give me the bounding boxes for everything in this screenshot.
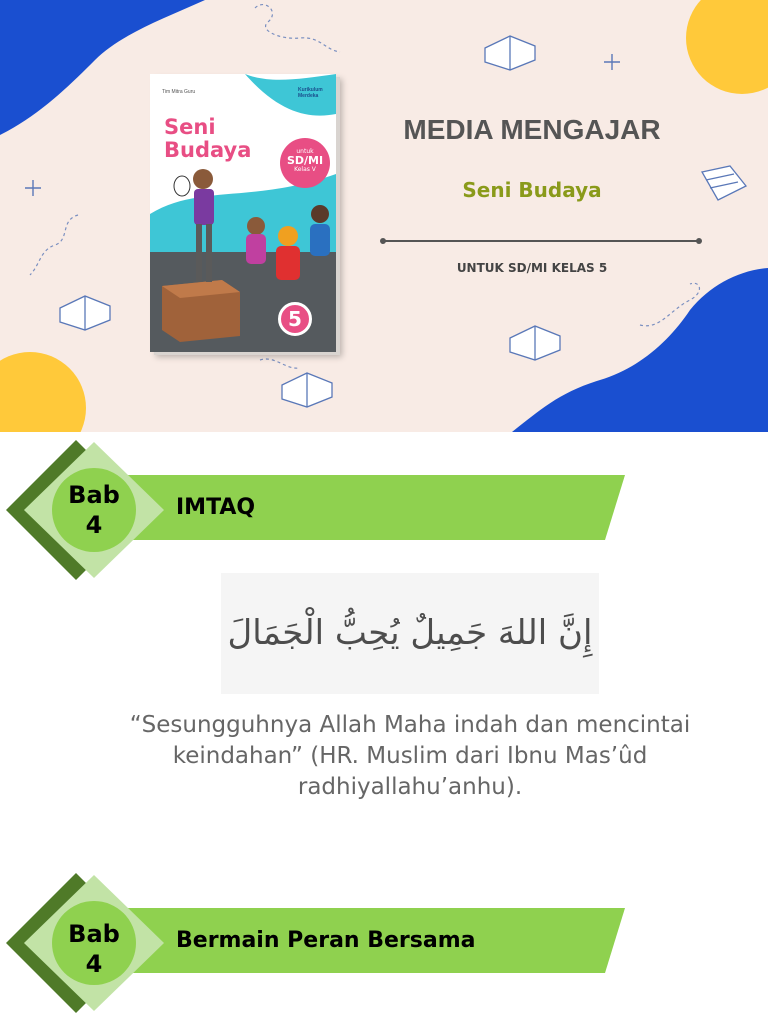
book-author: Tim Mitra Guru [162,89,196,95]
badge-line2: SD/MI [286,154,324,167]
book-level-badge [280,138,330,188]
book-grade-badge: 5 [278,302,312,336]
chapter-bab-label: Bab [68,481,120,509]
mask-prop [174,176,190,196]
arabic-quote-box [221,573,599,694]
chapter-bab-number: 4 [85,511,103,539]
chapter-bab-label: Bab [68,920,120,948]
book-title-line2: Budaya [164,138,252,162]
yellow-circle-bottom-left [0,352,86,432]
arabic-quote: إِنَّ اللهَ جَمِيلٌ يُحِبُّ الْجَمَالَ [227,613,593,653]
cover-background [0,0,768,432]
cover-subject: Seni Budaya [462,178,602,202]
book-title-line1: Seni [164,115,216,139]
chapter-title: IMTAQ [176,495,256,520]
badge-line3: Kelas V [294,166,316,173]
book-publisher: Kurikulum Merdeka [298,87,323,99]
book-cover [150,74,336,352]
chapter-bab-number: 4 [85,950,103,978]
yellow-circle-top-right [686,0,768,94]
chapter-number [52,919,136,979]
chapter-banner-imtaq [0,440,640,580]
cover-divider [382,240,700,242]
chapter-number [52,480,136,540]
cover-title: MEDIA MENGAJAR [403,114,661,145]
cover-slide [0,0,768,432]
chapter-title: Bermain Peran Bersama [176,928,476,953]
badge-line1: untuk [296,148,314,155]
chapter-banner-bermain-peran [0,873,640,1013]
cover-grade-label: UNTUK SD/MI KELAS 5 [456,261,608,275]
book-title [164,116,251,162]
quote-translation: “Sesungguhnya Allah Maha indah dan mencintai keindahan” (HR. Muslim dari Ibnu Mas’ûd radhiyallahu’anhu). [129,712,691,800]
boy-head [193,169,213,189]
